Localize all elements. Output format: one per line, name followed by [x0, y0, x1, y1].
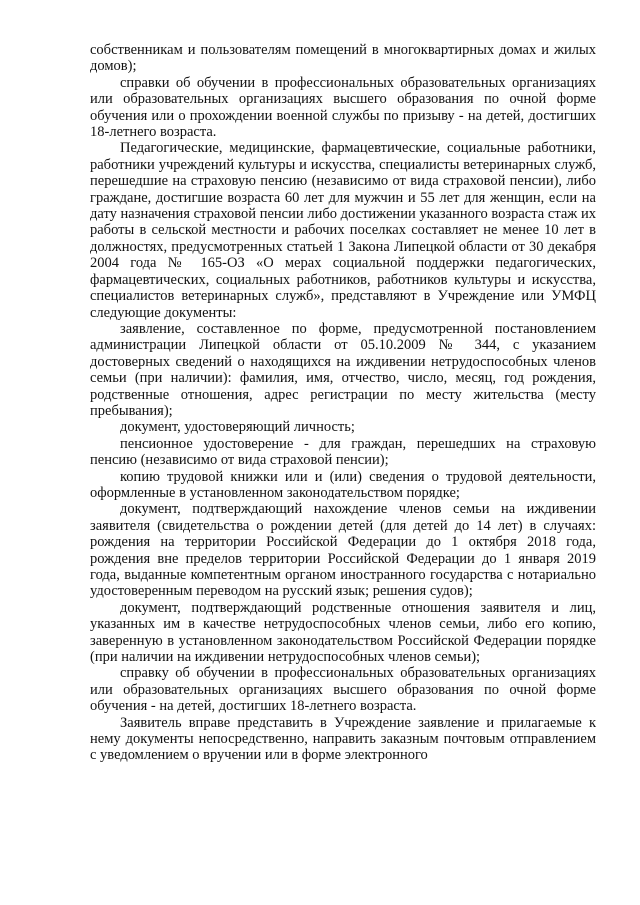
- paragraph-1: собственникам и пользователям помещений в многоквартирных домах и жилых домов);: [90, 42, 596, 75]
- paragraph-9: документ, подтверждающий родственные отношения заявителя и лиц, указанных им в качестве нетрудоспособных членов семьи, либо его копию, заверенную в установленном законодательством Российской Федерации порядке (при наличии на иждивении нетрудоспособных членов семьи);: [90, 599, 596, 666]
- paragraph-5: документ, удостоверяющий личность;: [120, 419, 355, 436]
- paragraph-10: справку об обучении в профессиональных образовательных организациях или образовательных организациях высшего образования по очной форме обучения - на детей, достигших 18-летнего возраста.: [90, 665, 596, 715]
- paragraph-3: Педагогические, медицинские, фармацевтические, социальные работники, работники учреждений культуры и искусства, специалисты ветеринарных служб, перешедшие на страховую пенсию (независимо от вида страховой пенсии), либо граждане, достигшие возраста 60 лет для мужчин и 55 лет для женщин, если на дату назначения страховой пенсии либо достижении указанного возраста стаж их работы в сельской местности и рабочих поселках составляет не менее 10 лет в должностях, предусмотренных статьей 1 Закона Липецкой области от 30 декабря 2004 года № 165-ОЗ «О мерах социальной поддержки педагогических, фармацевтических, социальных работников, работников культуры и искусства, специалистов ветеринарных служб», представляют в Учреждение или УМФЦ следующие документы:: [90, 140, 596, 321]
- paragraph-7: копию трудовой книжки или и (или) сведения о трудовой деятельности, оформленные в установленном законодательством порядке;: [90, 468, 596, 501]
- paragraph-4: заявление, составленное по форме, предусмотренной постановлением администрации Липецкой области от 05.10.2009 № 344, с указанием достоверных сведений о находящихся на иждивении нетрудоспособных членов семьи (при наличии): фамилия, имя, отчество, число, месяц, год рождения, родственные отношения, адрес регистрации по месту жительства (месту пребывания);: [90, 320, 596, 419]
- paragraph-8: документ, подтверждающий нахождение членов семьи на иждивении заявителя (свидетельства о рождении детей (для детей до 14 лет) в случаях: рождения на территории Российской Федерации до 1 октября 2018 года, рождения вне пределов территории Российской Федерации до 1 января 2019 года, выданные компетентным органом иностранного государства с нотариально удостоверенным переводом на русский язык; решения судов);: [90, 501, 596, 600]
- paragraph-2: справки об обучении в профессиональных образовательных организациях или образовательных организациях высшего образования по очной форме обучения или о прохождении военной службы по призыву - на детей, достигших 18-летнего возраста.: [90, 74, 596, 141]
- paragraph-11: Заявитель вправе представить в Учреждение заявление и прилагаемые к нему документы непосредственно, направить заказным почтовым отправлением с уведомлением о вручении или в форме электронного: [90, 714, 596, 764]
- paragraph-6: пенсионное удостоверение - для граждан, перешедших на страховую пенсию (независимо от вида страховой пенсии);: [90, 435, 596, 469]
